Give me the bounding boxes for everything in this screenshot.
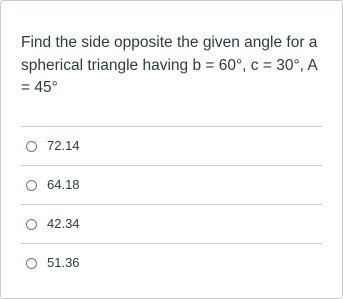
answer-label: 64.18	[47, 177, 80, 192]
answer-label: 72.14	[47, 138, 80, 153]
radio-button-icon[interactable]	[26, 258, 37, 269]
answer-option-4[interactable]	[21, 243, 322, 282]
answer-label: 51.36	[47, 255, 80, 270]
answer-option-3[interactable]	[21, 204, 322, 243]
answer-label: 42.34	[47, 216, 80, 231]
question-text: Find the side opposite the given angle for a spherical triangle having b = 60°, c = 30°, A = 45°	[21, 34, 318, 96]
answer-list	[21, 126, 322, 282]
answer-option-1[interactable]	[21, 126, 322, 165]
radio-button-icon[interactable]	[26, 180, 37, 191]
radio-button-icon[interactable]	[26, 141, 37, 152]
answer-option-2[interactable]	[21, 165, 322, 204]
radio-button-icon[interactable]	[26, 219, 37, 230]
